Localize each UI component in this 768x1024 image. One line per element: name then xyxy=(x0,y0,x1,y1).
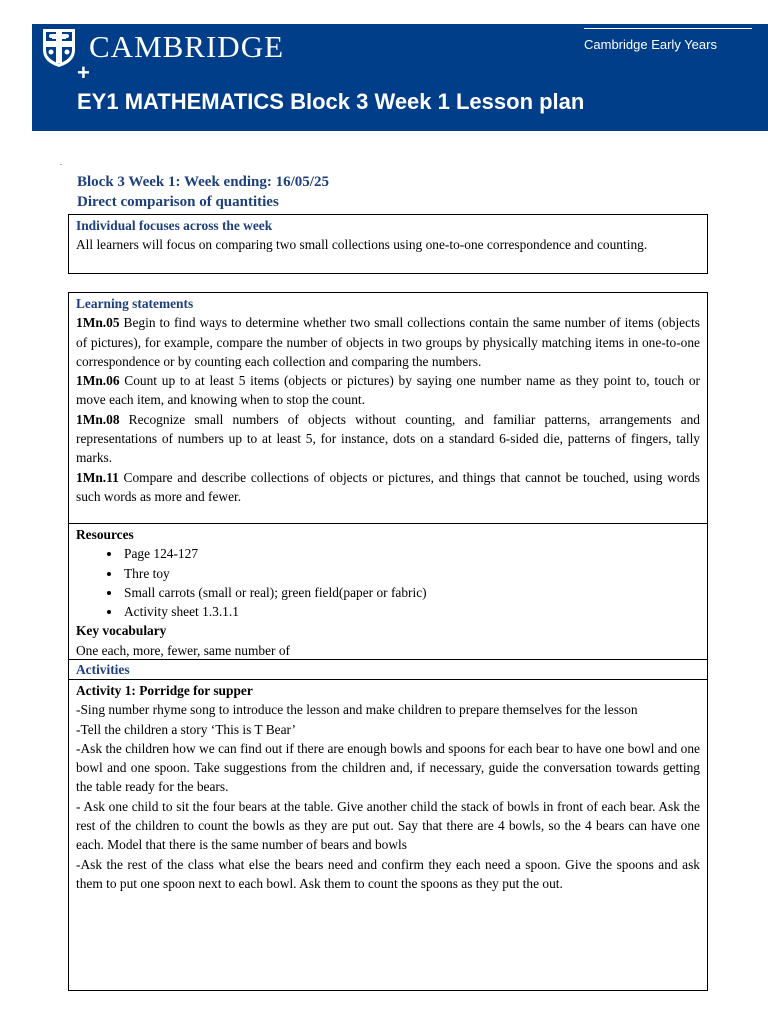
learning-statements-cell xyxy=(69,293,707,523)
resources-list xyxy=(76,544,700,621)
statement-text: Count up to at least 5 items (objects or pictures) by saying one number name as they point to, touch or move each item, and knowing when to stop the count. xyxy=(76,373,700,408)
plus-sign: + xyxy=(77,60,90,85)
resource-item: • Small carrots (small or real); green field(paper or fabric) xyxy=(122,583,700,602)
program-label: Cambridge Early Years xyxy=(584,37,717,52)
focus-box xyxy=(68,214,708,274)
learning-statement xyxy=(76,371,700,410)
vocabulary-heading: Key vocabulary xyxy=(76,623,167,639)
page-title: EY1 MATHEMATICS Block 3 Week 1 Lesson plan xyxy=(77,89,585,114)
learning-heading: Learning statements xyxy=(76,296,194,311)
focus-cell xyxy=(69,215,707,257)
learning-statement xyxy=(76,410,700,468)
activity-paragraph: - Ask one child to sit the four bears at the table. Give another child the stack of bowls in front of each bear. Ask the rest of the children to count the bowls as they are put out. Say that there are 4 bowls, so the 4 bears can have one each. Model that there is the same number of bears and bowls xyxy=(76,798,700,853)
statement-code: 1Mn.06 xyxy=(76,373,120,389)
activity-title: Activity 1: Porridge for supper xyxy=(76,683,253,698)
statement-code: 1Mn.05 xyxy=(76,315,120,331)
learning-statement xyxy=(76,313,700,371)
header-divider xyxy=(584,28,752,29)
focus-heading: Individual focuses across the week xyxy=(76,218,273,233)
week-heading: Block 3 Week 1: Week ending: 16/05/25 xyxy=(77,174,329,190)
resources-heading: Resources xyxy=(76,527,134,542)
header-banner xyxy=(32,24,768,131)
statement-text: Compare and describe collections of objects or pictures, and things that cannot be touched, using words such words as more and fewer. xyxy=(76,469,700,504)
focus-text: All learners will focus on comparing two small collections using one-to-one correspondence and counting. xyxy=(76,237,648,253)
statement-text: Begin to find ways to determine whether two small collections contain the same number of items (objects of pictures), for example, compare the number of objects in two groups by physically matching items in one-to-one correspondence or by counting each collection and comparing the numbers. xyxy=(76,315,700,369)
statement-text: Recognize small numbers of objects without counting, and familiar patterns, arrangements and representations of numbers up to at least 5, for instance, dots on a standard 6-sided die, patterns of fingers, tally marks. xyxy=(76,411,700,466)
resource-item: • Activity sheet 1.3.1.1 xyxy=(122,602,700,621)
topic-heading: Direct comparison of quantities xyxy=(77,194,279,210)
resource-item: • Thre toy xyxy=(122,564,700,583)
lesson-plan-table xyxy=(68,292,708,991)
activity-paragraph: -Tell the children a story ‘This is T Bear’ xyxy=(76,721,296,737)
university-crest-icon xyxy=(42,28,76,68)
activities-heading: Activities xyxy=(76,662,130,677)
statement-code: 1Mn.08 xyxy=(76,411,120,427)
resource-item: • Page 124-127 xyxy=(122,544,700,563)
learning-statement xyxy=(76,468,700,507)
activity-paragraph: -Ask the children how we can find out if there are enough bowls and spoons for each bear to have one bowl and one bowl and one spoon. Take suggestions from the children and, if necessary, guide the conversation towards getting the table ready for the bears. xyxy=(76,740,700,795)
activity-paragraph: -Sing number rhyme song to introduce the lesson and make children to prepare themselves for the lesson xyxy=(76,702,638,718)
brand-wordmark: CAMBRIDGE xyxy=(89,29,285,64)
resources-cell xyxy=(69,523,707,659)
vocabulary-text: One each, more, fewer, same number of xyxy=(76,642,290,658)
activity-paragraph: -Ask the rest of the class what else the bears need and confirm they each need a spoon. Give the spoons and ask them to put one spoon next to each bowl. Ask them to count the spoons as they put the out. xyxy=(76,856,700,891)
statement-code: 1Mn.11 xyxy=(76,469,119,485)
stray-dot: . xyxy=(60,158,62,167)
activity-cell xyxy=(69,679,707,895)
activities-heading-cell xyxy=(69,659,707,679)
